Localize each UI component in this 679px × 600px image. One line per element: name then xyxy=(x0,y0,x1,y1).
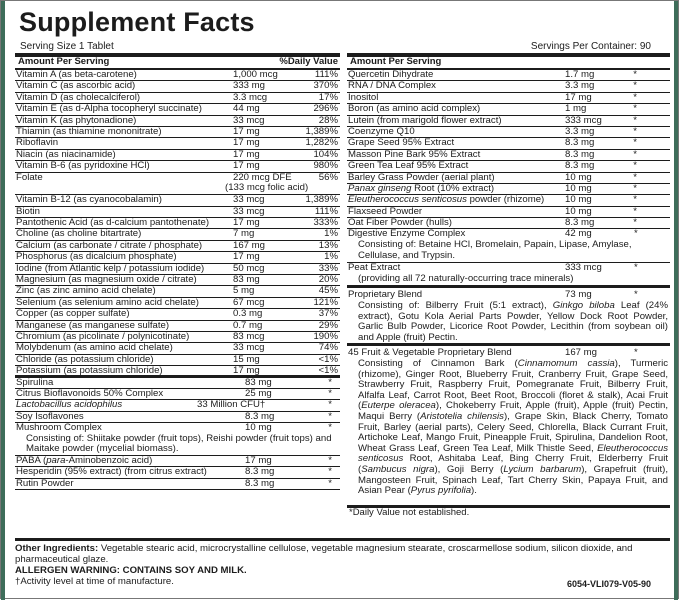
row-daily-value: * xyxy=(633,160,637,172)
row-amount: 0.3 mg xyxy=(233,308,263,320)
row-amount: 17 mg xyxy=(233,148,260,160)
row-name: Grape Seed 95% Extract xyxy=(348,137,455,149)
left-header-dv: %Daily Value xyxy=(279,56,338,67)
left-accent-stripe xyxy=(1,1,5,600)
row-daily-value: 121% xyxy=(313,296,338,308)
row-daily-value: * xyxy=(633,103,637,115)
other-ingredients xyxy=(15,543,670,565)
row-name: Iodine (from Atlantic kelp / potassium iodide) xyxy=(16,262,205,274)
digestive-enzyme-block xyxy=(347,229,670,263)
row-name: Hesperidin (95% extract) (from citrus extract) xyxy=(16,466,207,478)
row-daily-value: 1,282% xyxy=(305,137,338,149)
peat-dv: * xyxy=(634,262,638,274)
row-daily-value: 190% xyxy=(313,331,338,342)
row-daily-value: 45% xyxy=(318,285,338,297)
row-amount: 333 mcg xyxy=(565,114,602,126)
row-name: Vitamin B-6 (as pyridoxine HCl) xyxy=(16,160,150,172)
servings-per-container: Servings Per Container: 90 xyxy=(530,41,651,52)
peat-extract-block xyxy=(347,263,670,288)
row-daily-value: 296% xyxy=(313,103,338,115)
table-row xyxy=(347,81,670,92)
row-amount: 3.3 mg xyxy=(565,80,595,92)
row-name: Lactobacillus acidophilus xyxy=(16,399,123,411)
row-name: Chromium (as picolinate / polynicotinate) xyxy=(16,331,190,342)
proprietary-dv: * xyxy=(634,289,638,301)
row-amount: 17 mg xyxy=(233,125,260,137)
fruit-veg-blend-block xyxy=(347,346,670,505)
allergen-warning: ALLERGEN WARNING: CONTAINS SOY AND MILK. xyxy=(15,565,247,576)
row-amount: 33 mcg xyxy=(233,342,265,354)
row-daily-value: 111% xyxy=(314,69,338,80)
row-name: Green Tea Leaf 95% Extract xyxy=(348,160,469,172)
left-header xyxy=(15,55,340,70)
row-daily-value: * xyxy=(633,114,637,126)
row-name: Panax ginseng Root (10% extract) xyxy=(348,182,495,194)
row-name: Zinc (as zinc amino acid chelate) xyxy=(16,285,156,297)
row-daily-value: * xyxy=(328,387,332,399)
proprietary-detail: Consisting of: Bilberry Fruit (5:1 extract), Ginkgo biloba Leaf (24% extract), Gotu Kola Aerial Parts Powder, Yellow Dock Root Powder, Garlic Bulb Powder, Licorice Root Powder, Lecithin (from soybean oil) and Apple (fruit) Pectin. xyxy=(358,300,669,343)
row-amount: 17 mg xyxy=(233,217,260,229)
peat-detail: (providing all 72 naturally-occurring trace minerals) xyxy=(358,273,574,285)
row-daily-value: * xyxy=(633,125,637,137)
row-name: PABA (para-Aminobenzoic acid) xyxy=(16,454,153,466)
row-name: Copper (as copper sulfate) xyxy=(16,308,130,320)
row-name: Rutin Powder xyxy=(16,477,74,489)
table-row xyxy=(15,467,340,478)
row-amount: 10 mg xyxy=(565,182,592,194)
fruitveg-amount: 167 mg xyxy=(565,347,597,359)
row-amount: 10 mg xyxy=(245,422,272,434)
peat-name: Peat Extract xyxy=(348,262,401,274)
peat-amount: 333 mcg xyxy=(565,262,602,274)
left-column xyxy=(15,55,340,490)
fruitveg-dv: * xyxy=(634,347,638,359)
row-name: Potassium (as potassium chloride) xyxy=(16,365,163,377)
row-daily-value: * xyxy=(633,80,637,92)
row-name: Vitamin K (as phytonadione) xyxy=(16,114,137,126)
row-name: Citrus Bioflavonoids 50% Complex xyxy=(16,387,164,399)
row-amount: 3.3 mcg xyxy=(233,91,268,103)
row-name: Phosphorus (as dicalcium phosphate) xyxy=(16,251,177,263)
row-daily-value: 17% xyxy=(318,91,338,103)
row-daily-value: 980% xyxy=(313,160,338,172)
row-amount: 8.3 mg xyxy=(565,217,595,229)
row-amount: 8.3 mg xyxy=(565,137,595,149)
row-name: Flaxseed Powder xyxy=(348,205,423,217)
daily-value-note: *Daily Value not established. xyxy=(349,507,470,519)
row-name: Molybdenum (as amino acid chelate) xyxy=(16,342,173,354)
right-accent-stripe xyxy=(674,1,678,600)
row-daily-value: 20% xyxy=(318,274,338,286)
row-amount: 17 mg xyxy=(233,137,260,149)
left-header-amount: Amount Per Serving xyxy=(18,56,110,67)
row-name: Masson Pine Bark 95% Extract xyxy=(348,148,481,160)
row-daily-value: * xyxy=(633,137,637,149)
activity-footnote: †Activity level at time of manufacture. xyxy=(15,576,174,587)
row-name: Magnesium (as magnesium oxide / citrate) xyxy=(16,274,197,286)
serving-size: Serving Size 1 Tablet xyxy=(20,41,114,52)
row-amount: 25 mg xyxy=(245,387,272,399)
table-row xyxy=(347,195,670,206)
row-name: Calcium (as carbonate / citrate / phosphate) xyxy=(16,239,203,251)
row-daily-value: 1,389% xyxy=(305,194,338,206)
row-amount: 17 mg xyxy=(233,160,260,172)
row-amount: 8.3 mg xyxy=(565,148,595,160)
row-daily-value: * xyxy=(633,69,637,80)
row-amount: 33 mcg xyxy=(233,194,265,206)
right-ingredient-list xyxy=(347,70,670,229)
row-amount: 8.3 mg xyxy=(565,160,595,172)
row-daily-value: * xyxy=(633,182,637,194)
product-code: 6054-VLI079-V05-90 xyxy=(566,579,651,589)
row-amount: 0.7 mg xyxy=(233,319,263,331)
row-daily-value: 1% xyxy=(324,228,338,240)
row-daily-value: 104% xyxy=(313,148,338,160)
row-name: Manganese (as manganese sulfate) xyxy=(16,319,170,331)
fruitveg-name: 45 Fruit & Vegetable Proprietary Blend xyxy=(348,347,512,359)
row-name: Selenium (as selenium amino acid chelate) xyxy=(16,296,199,308)
panel-title: Supplement Facts xyxy=(19,7,255,37)
row-daily-value: 33% xyxy=(318,262,338,274)
row-amount: 8.3 mg xyxy=(245,410,275,422)
row-name: Biotin xyxy=(16,205,40,217)
row-daily-value: * xyxy=(328,376,332,388)
row-name: Choline (as choline bitartrate) xyxy=(16,228,142,240)
row-daily-value: * xyxy=(328,399,332,411)
row-amount: 33 mcg xyxy=(233,114,265,126)
row-amount: 10 mg xyxy=(565,205,592,217)
row-name: Vitamin C (as ascorbic acid) xyxy=(16,80,136,92)
table-row xyxy=(15,423,340,456)
row-amount: 83 mg xyxy=(245,376,272,388)
table-row xyxy=(15,195,340,206)
proprietary-name: Proprietary Blend xyxy=(348,289,423,301)
row-name: Vitamin E (as d-Alpha tocopheryl succinate) xyxy=(16,103,202,115)
row-amount: 10 mg xyxy=(565,194,592,206)
row-name: Vitamin D (as cholecalciferol) xyxy=(16,91,141,103)
right-header xyxy=(347,55,670,70)
row-amount: 33 mcg xyxy=(233,205,265,217)
table-row xyxy=(15,104,340,115)
table-row xyxy=(15,173,340,196)
digestive-name: Digestive Enzyme Complex xyxy=(348,228,466,240)
row-daily-value: 74% xyxy=(318,342,338,354)
row-amount: 7 mg xyxy=(233,228,255,240)
row-daily-value: * xyxy=(328,422,332,434)
row-amount: 83 mcg xyxy=(233,331,265,342)
row-daily-value: 28% xyxy=(318,114,338,126)
row-daily-value: 29% xyxy=(318,319,338,331)
row-name: Coenzyme Q10 xyxy=(348,125,415,137)
row-daily-value: 1,389% xyxy=(305,125,338,137)
digestive-detail: Consisting of: Betaine HCl, Bromelain, Papain, Lipase, Amylase, Cellulase, and Trypsin. xyxy=(358,239,632,261)
row-amount: 15 mg xyxy=(233,353,260,365)
row-name: Niacin (as niacinamide) xyxy=(16,148,116,160)
row-amount: 1.7 mg xyxy=(565,69,595,80)
row-sub-amount: (133 mcg folic acid) xyxy=(225,182,309,194)
row-name: Lutein (from marigold flower extract) xyxy=(348,114,502,126)
table-row xyxy=(15,309,340,320)
row-amount: 167 mg xyxy=(233,239,265,251)
row-amount: 8.3 mg xyxy=(245,466,275,478)
row-name: Soy Isoflavones xyxy=(16,410,84,422)
row-name: Oat Fiber Powder (hulls) xyxy=(348,217,452,229)
row-name: Vitamin B-12 (as cyanocobalamin) xyxy=(16,194,162,206)
row-name: Chloride (as potassium chloride) xyxy=(16,353,154,365)
proprietary-blend-block xyxy=(347,288,670,346)
right-column xyxy=(347,55,670,518)
row-amount: 50 mcg xyxy=(233,262,265,274)
row-name: Vitamin A (as beta-carotene) xyxy=(16,69,137,80)
row-amount: 1,000 mcg xyxy=(233,69,278,80)
table-row xyxy=(347,104,670,115)
row-daily-value: * xyxy=(633,194,637,206)
left-other-list xyxy=(15,378,340,490)
row-amount: 10 mg xyxy=(565,171,592,183)
row-daily-value: 111% xyxy=(314,205,338,217)
right-header-amount: Amount Per Serving xyxy=(350,56,442,67)
digestive-dv: * xyxy=(634,228,638,240)
row-amount: 17 mg xyxy=(245,454,272,466)
row-name: Spirulina xyxy=(16,376,54,388)
row-amount: 83 mg xyxy=(233,274,260,286)
row-daily-value: * xyxy=(328,466,332,478)
proprietary-amount: 73 mg xyxy=(565,289,592,301)
row-name: Eleutherococcus senticosus powder (rhizome) xyxy=(348,194,545,206)
row-amount: 17 mg xyxy=(565,91,592,103)
row-name: Mushroom Complex xyxy=(16,422,102,434)
row-name: Thiamin (as thiamine mononitrate) xyxy=(16,125,162,137)
table-row xyxy=(15,252,340,263)
row-name: Pantothenic Acid (as d-calcium pantothenate) xyxy=(16,217,210,229)
row-amount: 1 mg xyxy=(565,103,587,115)
row-daily-value: 370% xyxy=(313,80,338,92)
row-daily-value: 13% xyxy=(318,239,338,251)
row-daily-value: <1% xyxy=(318,365,338,377)
row-daily-value: * xyxy=(633,205,637,217)
other-ingredients-label: Other Ingredients: xyxy=(15,543,99,554)
row-daily-value: * xyxy=(328,477,332,489)
other-ingredients-text: Vegetable stearic acid, microcrystalline cellulose, vegetable magnesium stearate, croscarmellose sodium, silicon dioxide, and pharmaceutical glaze. xyxy=(15,543,633,565)
row-name: Barley Grass Powder (aerial plant) xyxy=(348,171,495,183)
row-daily-value: <1% xyxy=(318,353,338,365)
row-amount: 8.3 mg xyxy=(245,477,275,489)
row-name: Riboflavin xyxy=(16,137,59,149)
left-nutrient-list xyxy=(15,70,340,378)
row-name: Boron (as amino acid complex) xyxy=(348,103,481,115)
table-row xyxy=(15,127,340,138)
row-amount: 44 mg xyxy=(233,103,260,115)
row-daily-value: * xyxy=(328,454,332,466)
row-daily-value: 333% xyxy=(313,217,338,229)
row-detail: Consisting of: Shiitake powder (fruit tops), Reishi powder (fruit tops) and Maitake powder (mycelial biomass). xyxy=(26,432,332,455)
row-daily-value: 56% xyxy=(318,171,338,183)
table-row xyxy=(15,366,340,377)
row-daily-value: * xyxy=(633,217,637,229)
row-amount: 220 mcg DFE xyxy=(233,171,292,183)
row-daily-value: * xyxy=(633,148,637,160)
bottom-rule xyxy=(15,538,670,541)
row-daily-value: * xyxy=(633,171,637,183)
row-amount: 5 mg xyxy=(233,285,255,297)
row-name: RNA / DNA Complex xyxy=(348,80,436,92)
digestive-amount: 42 mg xyxy=(565,228,592,240)
table-row xyxy=(15,161,340,172)
row-name: Quercetin Dihydrate xyxy=(348,69,434,80)
row-amount: 67 mcg xyxy=(233,296,265,308)
row-daily-value: 1% xyxy=(324,251,338,263)
row-amount: 17 mg xyxy=(233,365,260,377)
row-name: Inositol xyxy=(348,91,379,103)
row-daily-value: * xyxy=(328,410,332,422)
table-row xyxy=(347,161,670,172)
row-amount: 333 mg xyxy=(233,80,265,92)
table-row xyxy=(15,479,340,490)
row-name: Folate xyxy=(16,171,43,183)
row-amount: 33 Million CFU† xyxy=(197,399,266,411)
row-amount: 3.3 mg xyxy=(565,125,595,137)
fruitveg-detail: Consisting of Cinnamon Bark (Cinnamomum cassia), Turmeric (rhizome), Ginger Root, Blueberry Fruit, Cranberry Fruit, Grape Seed, Strawberry Fruit, Raspberry Fruit, Pomegranate Fruit, Bilberry Fruit, Alfalfa Leaf, Carrot Root, Beet Root, Broccoli (floret & stalk), Acai Fruit (Euterpe oleracea), Chokeberry Fruit, Apple (fruit), Apple (fruit) Pectin, Maqui Berry (Aristotelia chilensis), Grape Skin, Black Cherry, Tomato Fruit, Barley (aerial parts), Celery Seed, Chlorella, Black Currant Fruit, Artichoke Leaf, Mango Fruit, Pineapple Fruit, Spirulina, Dandelion Root, Wheat Grass Leaf, Green Tea Leaf, Milk Thistle Seed, Eleutherococcus senticosus Root, Ashitaba Leaf, Bing Cherry Fruit, Elderberry Fruit (Sambucus nigra), Goji Berry (Lycium barbarum), Grapefruit (fruit), Mangosteen Fruit, Spinach Leaf, Tart Cherry Skin, Papaya Fruit, and Asian Pear (Pyrus pyrifolia). xyxy=(358,358,668,497)
row-amount: 17 mg xyxy=(233,251,260,263)
row-daily-value: 37% xyxy=(318,308,338,320)
row-daily-value: * xyxy=(633,91,637,103)
